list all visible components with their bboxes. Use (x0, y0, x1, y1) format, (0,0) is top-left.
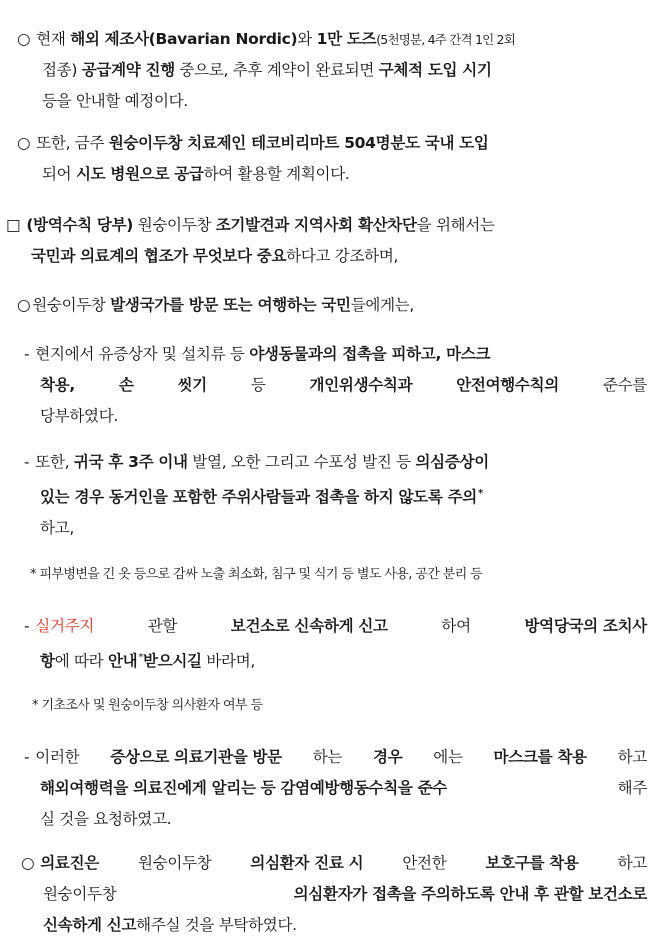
dash-bullet-icon: - (24, 748, 30, 766)
paragraph-contract: ○ 현재 해외 제조사(Bavarian Nordic)와 1만 도즈(5천명분, 4주 간격 1인 2회 접종) 공급계약 진행 중으로, 추후 계약이 완료되면 구체적 도입 시기 등을 안내할 예정이다. (17, 24, 647, 117)
circle-bullet-icon: ○ (17, 296, 31, 314)
circle-bullet-icon: ○ (17, 30, 31, 48)
circle-bullet-icon: ○ (17, 134, 31, 152)
square-bullet-icon: □ (6, 216, 21, 234)
paragraph-hospital-visit: - 이러한 증상으로 의료기관을 방문 하는 경우 에는 마스크를 착용 하고 해외여행력을 의료진에게 알리는 등 감염예방행동수칙을 준수 해주 실 것을 요청하였고. (24, 742, 647, 835)
highlight-residence: 실거주지 (35, 617, 94, 635)
dash-bullet-icon: - (24, 345, 30, 363)
footnote-asterisk: * (477, 488, 483, 499)
dash-bullet-icon: - (24, 617, 30, 635)
dash-bullet-icon: - (24, 453, 30, 471)
paragraph-treatment: ○ 또한, 금주 원숭이두창 치료제인 테코비리마트 504명분도 국내 도입 되어 시도 병원으로 공급하여 활용할 계획이다. (17, 128, 647, 190)
paragraph-quarantine-request: □ (방역수칙 당부) 원숭이두창 조기발견과 지역사회 확산차단을 위해서는 국민과 의료계의 협조가 무엇보다 중요하다고 강조하며, (6, 210, 647, 272)
footnote-investigation: * 기초조사 및 원숭이두창 의사환자 여부 등 (32, 698, 263, 713)
footnote-isolation: * 피부병변을 긴 옷 등으로 감싸 노출 최소화, 침구 및 식기 등 별도 사용, 공간 분리 등 (30, 567, 483, 582)
paragraph-return-symptoms: - 또한, 귀국 후 3주 이내 발열, 오한 그리고 수포성 발진 등 의심증상이 있는 경우 동거인을 포함한 주위사람들과 접촉을 하지 않도록 주의* 하고, (24, 447, 647, 544)
paragraph-travelers: ○ 원숭이두창 발생국가를 방문 또는 여행하는 국민들에게는, (17, 290, 647, 321)
footnote-asterisk: * (138, 652, 144, 663)
circle-bullet-icon: ○ (21, 854, 35, 872)
paragraph-medical-staff: ○ 의료진은 원숭이두창 의심환자 진료 시 안전한 보호구를 착용 하고 원숭이두창 의심환자가 접촉을 주의하도록 안내 후 관할 보건소로 신속하게 신고해주실 것을 부탁하였다. (21, 848, 647, 941)
paragraph-report: - 실거주지 관할 보건소로 신속하게 신고 하여 방역당국의 조치사 항에 따라 안내*받으시길 바라며, (24, 611, 647, 677)
paragraph-local-hygiene: - 현지에서 유증상자 및 설치류 등 야생동물과의 접촉을 피하고, 마스크 착용, 손 씻기 등 개인위생수칙과 안전여행수칙의 준수를 당부하였다. (24, 339, 647, 432)
